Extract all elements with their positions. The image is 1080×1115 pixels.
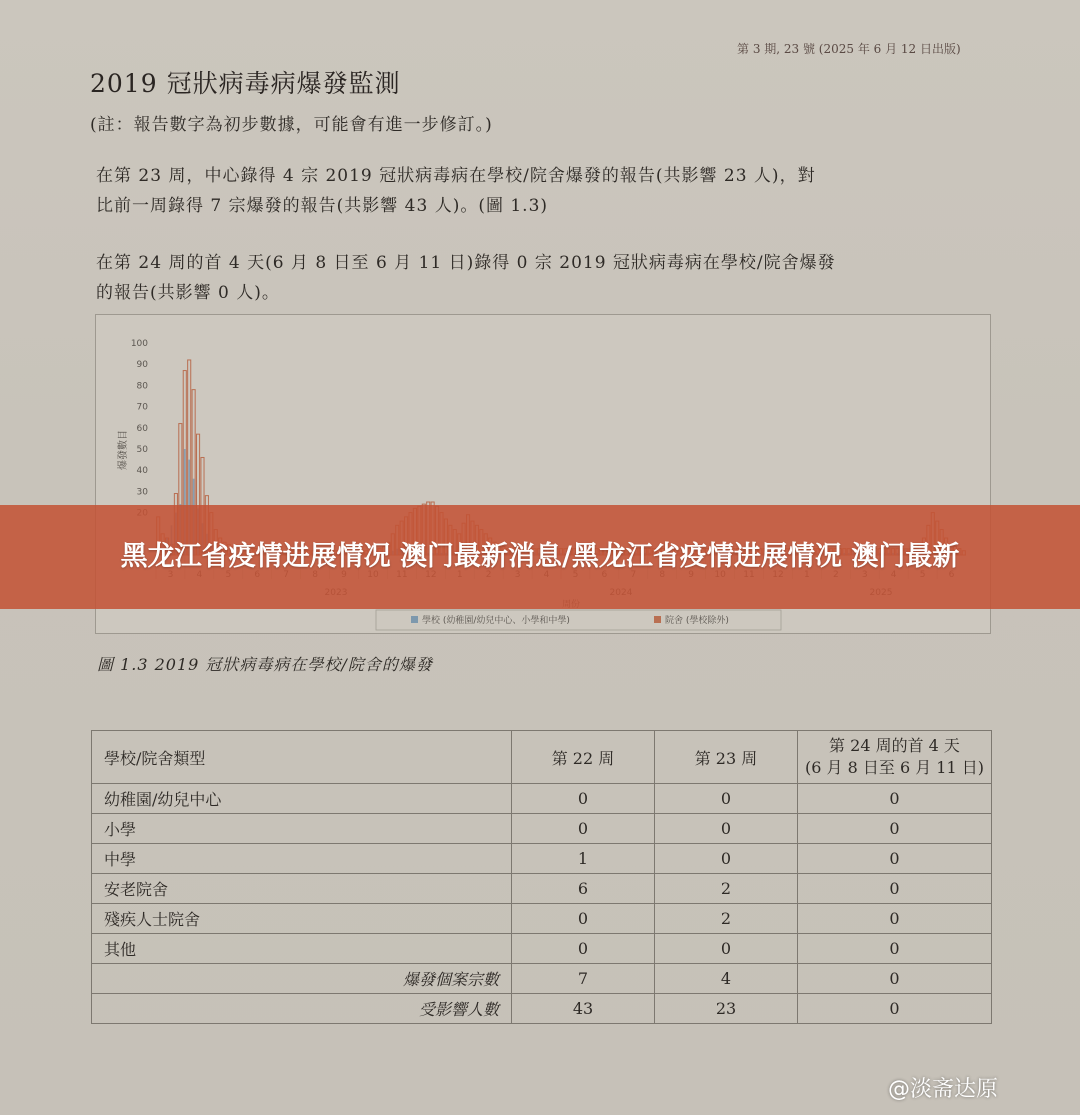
weibo-watermark: @淡斋达原 (888, 1077, 999, 1102)
col-header-week23: 第 23 周 (655, 731, 798, 784)
legend-label-institution: 院舍 (學校除外) (665, 616, 729, 626)
outbreak-table (91, 730, 992, 1024)
cell-week24: 0 (798, 874, 992, 904)
cell-week24: 0 (798, 904, 992, 934)
note-text: (註：報告數字為初步數據，可能會有進一步修訂。) (90, 115, 493, 135)
figure-caption: 圖 1.3 2019 冠狀病毒病在學校/院舍的爆發 (97, 655, 433, 674)
cell-week22: 0 (512, 784, 655, 814)
table-row (92, 844, 992, 874)
paragraph-line: 的報告(共影響 0 人)。 (96, 283, 280, 303)
banner-text: 黑龙江省疫情进展情况 澳门最新消息/黑龙江省疫情进展情况 澳门最新 (120, 541, 960, 572)
y-tick-label: 60 (136, 423, 148, 434)
y-tick-label: 50 (136, 445, 148, 455)
cell-type: 小學 (92, 814, 512, 844)
cell-week24: 0 (798, 964, 992, 994)
cell-week22: 0 (512, 904, 655, 934)
col-header-week22: 第 22 周 (512, 731, 655, 784)
table-row (92, 874, 992, 904)
doc-title: 2019 冠狀病毒病爆發監測 (90, 69, 401, 98)
table-header-row (92, 731, 992, 784)
col-header-type: 學校/院舍類型 (92, 731, 512, 784)
y-tick-label: 90 (136, 360, 148, 371)
cell-week24: 0 (798, 814, 992, 844)
table-total-row (92, 964, 992, 994)
cell-week24: 0 (798, 934, 992, 964)
paragraph-week23 (96, 161, 996, 221)
cell-type: 安老院舍 (92, 874, 512, 904)
y-tick-label: 70 (136, 402, 148, 413)
paragraph-week24 (96, 248, 996, 308)
cell-type: 殘疾人士院舍 (92, 904, 512, 934)
table-total-row (92, 994, 992, 1024)
legend-swatch-institution (654, 616, 661, 623)
y-tick-label: 100 (130, 339, 148, 349)
cell-week23: 2 (655, 904, 798, 934)
cell-week24: 0 (798, 844, 992, 874)
cell-week22: 1 (512, 844, 655, 874)
cell-week24: 0 (798, 994, 992, 1024)
cell-total-label: 受影響人數 (92, 994, 512, 1024)
cell-week22: 0 (512, 934, 655, 964)
cell-week23: 0 (655, 844, 798, 874)
cell-total-label: 爆發個案宗數 (92, 964, 512, 994)
paragraph-line: 在第 24 周的首 4 天(6 月 8 日至 6 月 11 日)錄得 0 宗 2019 冠狀病毒病在學校/院舍爆發 (96, 253, 836, 273)
paragraph-line: 比前一周錄得 7 宗爆發的報告(共影響 43 人)。(圖 1.3) (96, 196, 549, 216)
col-header-week24-line1: 第 24 周的首 4 天 (829, 736, 960, 755)
legend-label-school: 學校 (幼稚園/幼兒中心、小學和中學) (422, 616, 570, 626)
cell-week23: 2 (655, 874, 798, 904)
issue-line: 第 3 期, 23 號 (2025 年 6 月 12 日出版) (737, 42, 961, 56)
cell-week23: 4 (655, 964, 798, 994)
paragraph-line: 在第 23 周，中心錄得 4 宗 2019 冠狀病毒病在學校/院舍爆發的報告(共影響 23 人)，對 (96, 166, 816, 186)
y-tick-label: 40 (136, 466, 148, 477)
cell-week24: 0 (798, 784, 992, 814)
col-header-week24 (798, 731, 992, 784)
table-row (92, 784, 992, 814)
table-row (92, 814, 992, 844)
legend-swatch-school (411, 616, 418, 623)
col-header-week24-line2: (6 月 8 日至 6 月 11 日) (805, 758, 984, 777)
y-tick-label: 30 (136, 487, 148, 498)
cell-week22: 0 (512, 814, 655, 844)
table-row (92, 904, 992, 934)
y-tick-label: 80 (136, 381, 148, 392)
cell-type: 中學 (92, 844, 512, 874)
cell-week22: 43 (512, 994, 655, 1024)
y-axis-label: 爆發數目 (118, 430, 129, 470)
cell-week22: 7 (512, 964, 655, 994)
cell-type: 其他 (92, 934, 512, 964)
cell-week23: 0 (655, 934, 798, 964)
cell-week23: 23 (655, 994, 798, 1024)
cell-type: 幼稚園/幼兒中心 (92, 784, 512, 814)
cell-week23: 0 (655, 814, 798, 844)
table-row (92, 934, 992, 964)
cell-week23: 0 (655, 784, 798, 814)
headline-banner (0, 505, 1080, 609)
cell-week22: 6 (512, 874, 655, 904)
